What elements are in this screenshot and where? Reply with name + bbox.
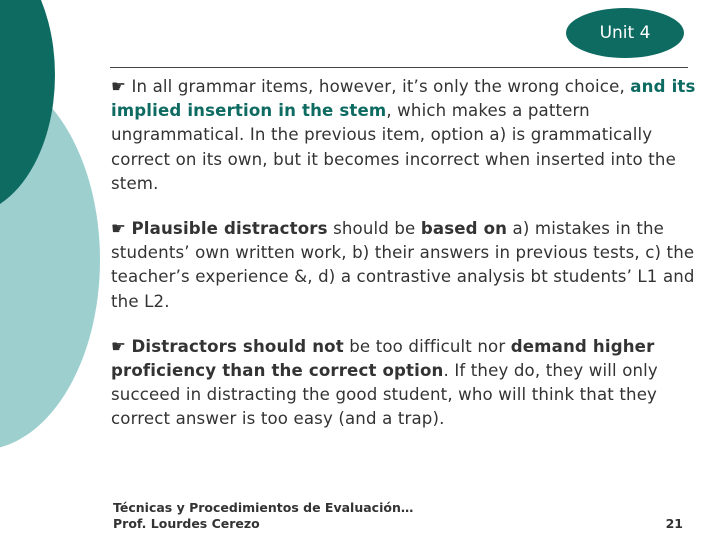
paragraph-text: In all grammar items, however, it’s only the wrong choice, — [126, 77, 631, 96]
paragraph-plausible-distractors — [111, 217, 696, 314]
paragraph-distractor-difficulty — [111, 335, 696, 432]
paragraph-text: be too difficult nor — [343, 336, 511, 356]
bold-phrase: Distractors should not — [131, 336, 344, 356]
author-name: Prof. Lourdes Cerezo — [113, 516, 260, 531]
paragraph-wrong-choice — [111, 75, 696, 196]
pointing-hand-icon: ☛ — [111, 219, 127, 239]
paragraph-text: , which makes a pattern ungrammatical. In the previous item, option a) is grammatically correct on its own, but it becomes incorrect when inserted into the stem. — [111, 101, 676, 193]
paragraph-text: should be — [327, 219, 421, 239]
page-number: 21 — [665, 516, 683, 531]
header-divider — [110, 67, 688, 68]
bold-phrase: Plausible distractors — [131, 219, 328, 239]
bold-phrase: based on — [420, 219, 508, 239]
slide-body — [111, 75, 696, 432]
unit-label: Unit 4 — [599, 23, 651, 43]
pointing-hand-icon: ☛ — [111, 77, 127, 96]
pointing-hand-icon: ☛ — [111, 336, 127, 356]
highlighted-phrase: and its implied insertion in the stem — [111, 77, 696, 121]
paragraph-text: a) mistakes in the students’ own written work, b) their answers in previous tests, c) the teacher’s experience &, d) a contrastive analysis bt students’ L1 and the L2. — [111, 219, 695, 311]
slide-footer — [113, 500, 683, 532]
corner-decoration — [0, 0, 110, 540]
bold-phrase: demand higher proficiency than the correct option — [111, 336, 655, 381]
paragraph-text: . If they do, they will only succeed in distracting the good student, who will think that they correct answer is too easy (and a trap). — [111, 361, 658, 429]
course-title: Técnicas y Procedimientos de Evaluación… — [113, 500, 414, 515]
unit-badge — [566, 8, 684, 58]
